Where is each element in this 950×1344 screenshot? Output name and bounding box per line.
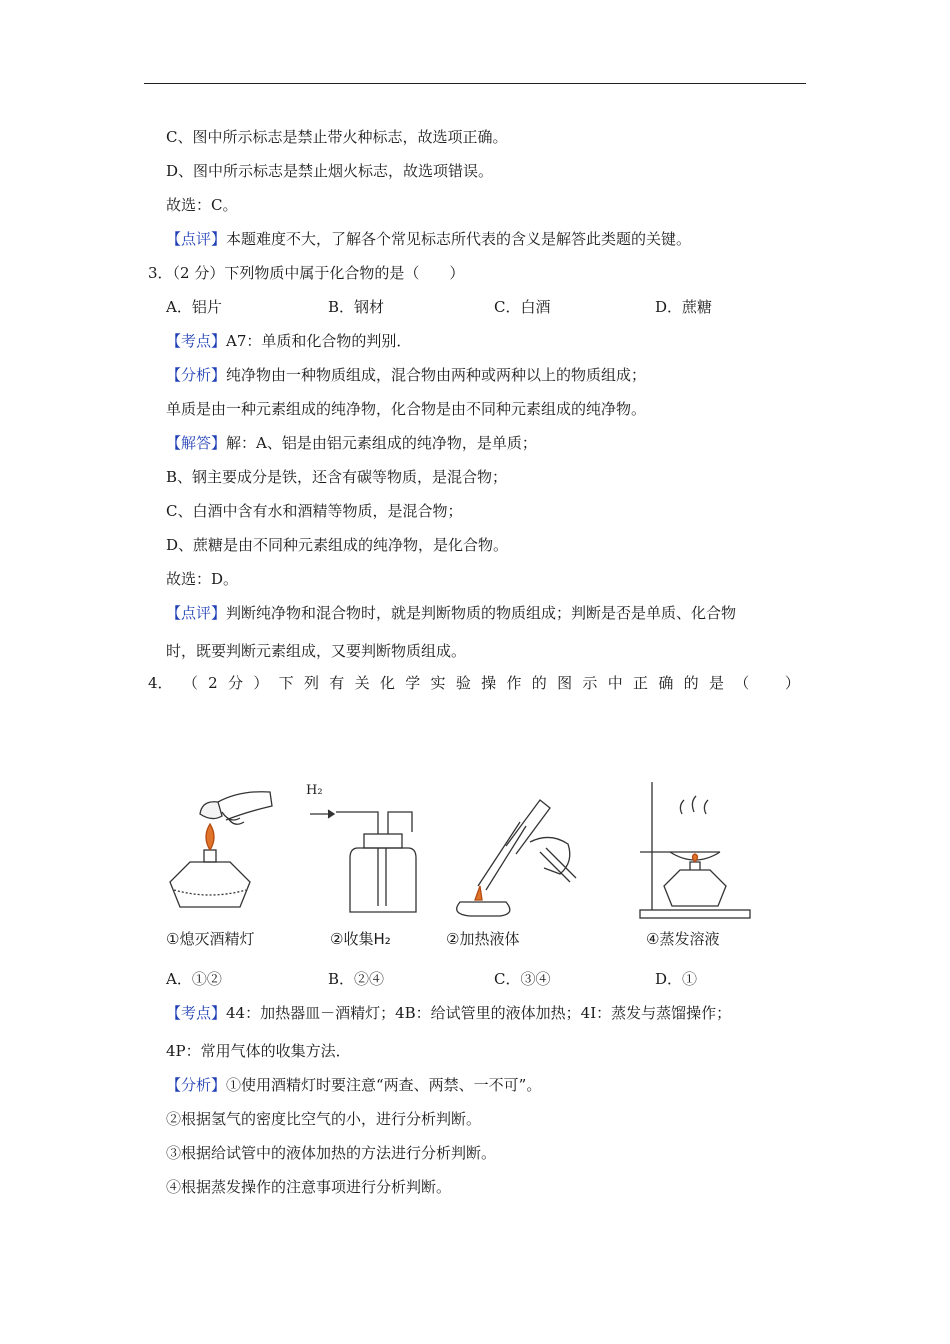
q3-review-1: 【点评】判断纯净物和混合物时，就是判断物质的物质组成；判断是否是单质、化合物 (166, 604, 737, 622)
q3-option-d: D．蔗糖 (655, 298, 713, 316)
q3-option-b: B．钢材 (328, 298, 385, 316)
q4-stem-char: 操 (481, 674, 497, 692)
keypoint-tag: 【考点】 (166, 332, 227, 350)
q4-stem-char: 正 (633, 674, 649, 692)
q4-stem-char: 实 (430, 674, 446, 692)
q4-stem-char: （ (182, 674, 198, 692)
gas-bottle-illustration (306, 783, 416, 912)
q4-stem-char: 4． (148, 674, 173, 692)
q3-analysis-1: 【分析】纯净物由一种物质组成，混合物由两种或两种以上的物质组成； (166, 366, 647, 384)
q4-stem-char: 的 (683, 674, 699, 692)
q4-figure-drawing (160, 782, 760, 927)
prev-option-d: D、图中所示标志是禁止烟火标志，故选项错误。 (166, 162, 494, 180)
review-tag: 【点评】 (166, 230, 227, 248)
q4-stem-char: 示 (582, 674, 598, 692)
figure-caption-4: ④蒸发溶液 (646, 930, 720, 948)
q4-stem-char: 是 (708, 674, 724, 692)
q3-review-2: 时，既要判断元素组成，又要判断物质组成。 (166, 642, 467, 660)
q3-option-a: A．铝片 (166, 298, 222, 316)
q4-option-b: B．②④ (328, 970, 385, 988)
q4-stem-char: 作 (506, 674, 522, 692)
q4-analysis-4: ④根据蒸发操作的注意事项进行分析判断。 (166, 1178, 452, 1196)
heating-test-tube-illustration (457, 800, 576, 916)
figure-caption-3: ②加热液体 (446, 930, 520, 948)
q4-stem-char: ） (253, 674, 269, 692)
q3-keypoint: 【考点】A7：单质和化合物的判别． (166, 332, 412, 350)
q4-stem-char: 列 (303, 674, 319, 692)
q4-stem-char: 中 (607, 674, 623, 692)
prev-option-c: C、图中所示标志是禁止带火种标志，故选项正确。 (166, 128, 508, 146)
q4-stem-char: 分 (228, 674, 244, 692)
q4-stem (148, 673, 800, 693)
q4-stem-char (760, 673, 775, 693)
q4-analysis-1: 【分析】①使用酒精灯时要注意“两查、两禁、一不可”。 (166, 1076, 542, 1094)
q4-stem-char: 验 (455, 674, 471, 692)
q4-stem-char: 化 (379, 674, 395, 692)
prev-review (166, 229, 691, 249)
alcohol-lamp-extinguish-illustration (170, 792, 272, 907)
prev-answer: 故选：C。 (166, 196, 238, 214)
analysis-tag: 【分析】 (166, 366, 227, 384)
q3-answer: 故选：D。 (166, 570, 239, 588)
q4-stem-char: 图 (557, 674, 573, 692)
q3-solution-1: 【解答】解：A、铝是由铝元素组成的纯净物，是单质； (166, 434, 537, 452)
q4-stem-char: 的 (531, 674, 547, 692)
solution-tag: 【解答】 (166, 434, 227, 452)
analysis-tag: 【分析】 (166, 1076, 227, 1094)
review-tag: 【点评】 (166, 604, 227, 622)
q4-stem-char: 学 (405, 674, 421, 692)
q4-stem-char: 有 (329, 674, 345, 692)
q3-analysis-2: 单质是由一种元素组成的纯净物，化合物是由不同种元素组成的纯净物。 (166, 400, 647, 418)
q4-stem-char: 关 (354, 674, 370, 692)
q4-option-c: C．③④ (494, 970, 551, 988)
q4-keypoint-2: 4P：常用气体的收集方法． (166, 1042, 351, 1060)
evaporation-stand-illustration (640, 782, 750, 918)
q4-keypoint-1: 【考点】44：加热器皿－酒精灯；4B：给试管里的液体加热；4I：蒸发与蒸馏操作； (166, 1004, 732, 1022)
q4-stem-char: 2 (208, 674, 218, 692)
review-text: 本题难度不大，了解各个常见标志所代表的含义是解答此类题的关键。 (226, 230, 692, 248)
h2-label: H₂ (306, 783, 323, 798)
q4-stem-char: ） (784, 674, 800, 692)
q4-figure (160, 782, 760, 957)
q4-analysis-3: ③根据给试管中的液体加热的方法进行分析判断。 (166, 1144, 497, 1162)
q3-solution-4: D、蔗糖是由不同种元素组成的纯净物，是化合物。 (166, 536, 509, 554)
q4-option-d: D．① (655, 970, 698, 988)
q3-solution-3: C、白酒中含有水和酒精等物质，是混合物； (166, 502, 463, 520)
keypoint-tag: 【考点】 (166, 1004, 227, 1022)
q4-stem-char: 下 (278, 674, 294, 692)
q4-option-a: A．①② (166, 970, 222, 988)
figure-caption-2: ②收集H₂ (330, 930, 391, 948)
figure-caption-1: ①熄灭酒精灯 (166, 930, 255, 948)
q3-option-c: C．白酒 (494, 298, 551, 316)
q3-solution-2: B、钢主要成分是铁，还含有碳等物质，是混合物； (166, 468, 508, 486)
q4-analysis-2: ②根据氢气的密度比空气的小，进行分析判断。 (166, 1110, 482, 1128)
header-rule (144, 83, 806, 84)
q3-stem: 3．（2 分）下列物质中属于化合物的是（ ） (148, 264, 465, 282)
q4-stem-char: 确 (658, 674, 674, 692)
q4-stem-char: （ (734, 674, 750, 692)
